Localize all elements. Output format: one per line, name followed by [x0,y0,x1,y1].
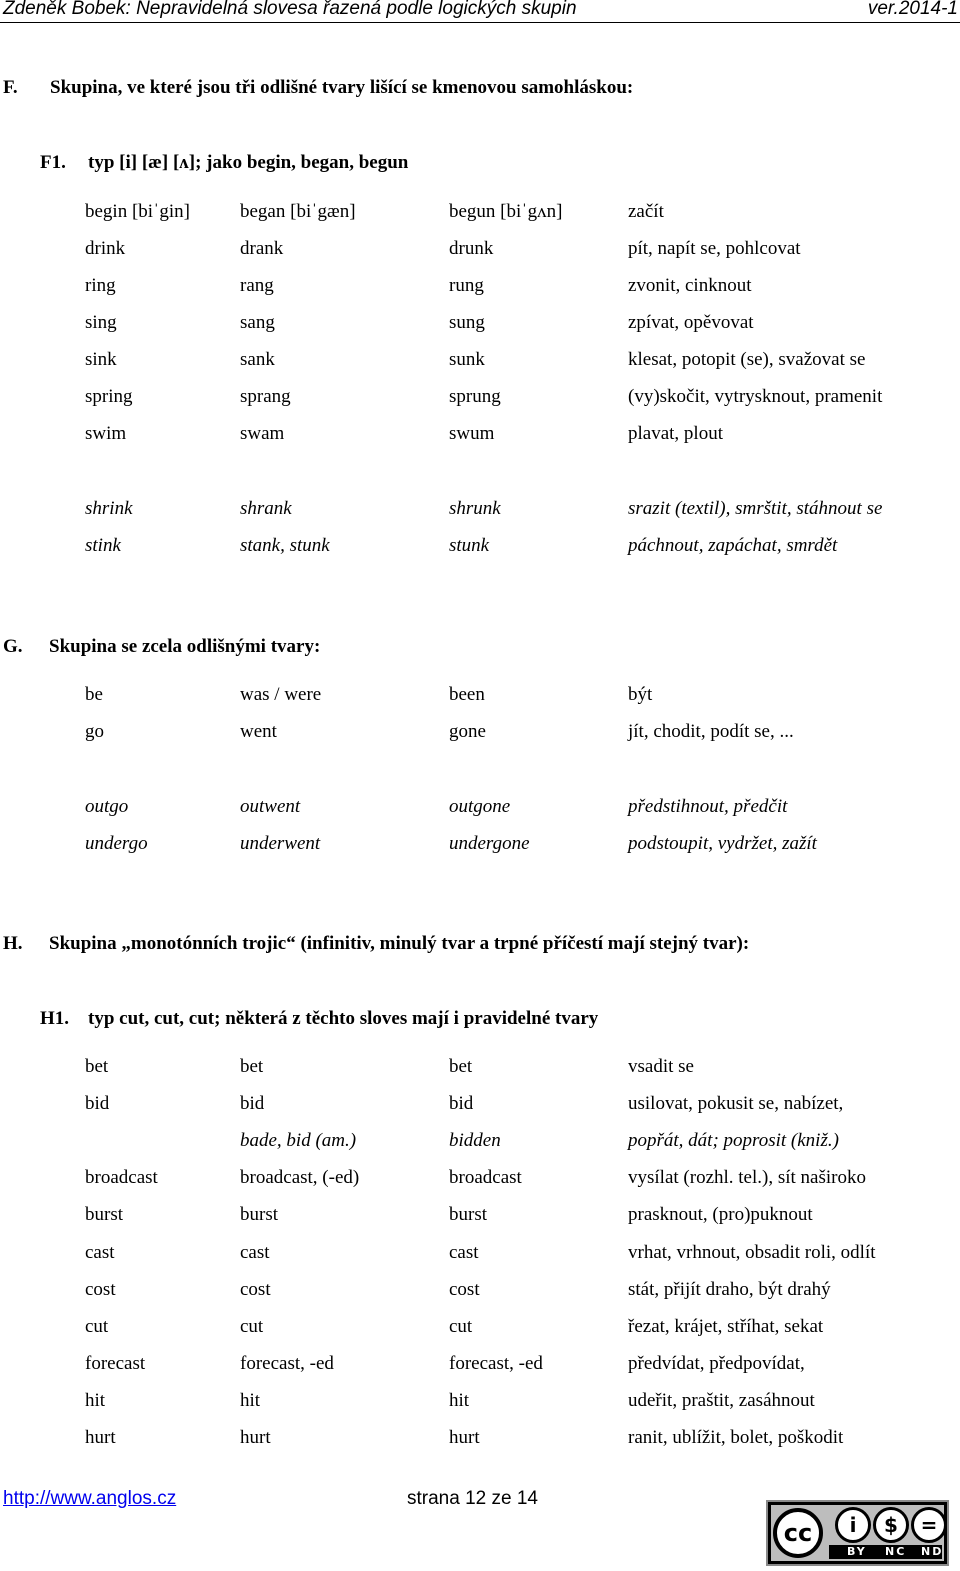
past-simple: underwent [240,833,321,854]
verb-row [0,1352,960,1376]
translation: (vy)skočit, vytrysknout, pramenit [628,386,883,407]
verb-row [0,1315,960,1339]
translation: být [628,684,653,705]
verb-row [0,348,960,372]
cc-terms-bar [829,1545,942,1559]
infinitive: broadcast [85,1167,158,1188]
section-f1-heading [40,152,408,174]
cc-badge-panel [771,1505,944,1561]
past-simple: was / were [240,684,322,705]
past-participle: begun [biˈgʌn] [449,201,563,222]
by-label: BY [847,1545,867,1558]
translation: řezat, krájet, stříhat, sekat [628,1316,824,1337]
infinitive: burst [85,1204,123,1225]
translation: jít, chodit, podít se, ... [628,721,794,742]
translation: předstihnout, předčit [628,796,788,817]
infinitive: be [85,684,103,705]
verb-row [0,237,960,261]
past-participle: cut [449,1316,473,1337]
translation: vsadit se [628,1056,694,1077]
section-h-heading [3,933,749,955]
past-simple: went [240,721,277,742]
infinitive: bet [85,1056,109,1077]
translation: udeřit, praštit, zasáhnout [628,1390,815,1411]
infinitive: shrink [85,498,133,519]
past-simple: cost [240,1279,271,1300]
section-title: Skupina se zcela odlišnými tvary: [49,636,321,657]
infinitive: hit [85,1390,106,1411]
past-participle: bidden [449,1130,501,1151]
verb-row [0,1092,960,1116]
verb-row-italic [0,534,960,558]
cc-license-badge[interactable] [766,1500,949,1566]
header-title: Zdeněk Bobek: Nepravidelná slovesa řazená podle logických skupin [3,0,577,19]
section-title: Skupina, ve které jsou tři odlišné tvary lišící se kmenovou samohláskou: [50,77,634,98]
past-simple: shrank [240,498,292,519]
translation: srazit (textil), smrštit, stáhnout se [628,498,883,519]
running-header [0,0,960,22]
noncommercial-icon: $ [873,1507,909,1543]
past-simple: broadcast, (-ed) [240,1167,360,1188]
past-participle: bid [449,1093,474,1114]
verb-row-italic [0,497,960,521]
past-participle: undergone [449,833,530,854]
past-participle: stunk [449,535,490,556]
verb-row [0,385,960,409]
section-code: H1. [40,1008,70,1029]
translation: pít, napít se, pohlcovat [628,238,801,259]
past-participle: broadcast [449,1167,522,1188]
past-simple: hit [240,1390,261,1411]
section-code: G. [3,636,23,657]
section-code: F1. [40,152,66,173]
infinitive: stink [85,535,121,556]
past-simple: swam [240,423,285,444]
past-participle: shrunk [449,498,501,519]
section-title: typ cut, cut, cut; některá z těchto sloves mají i pravidelné tvary [88,1008,599,1029]
verb-row [0,200,960,224]
nd-label: ND [921,1545,944,1558]
infinitive: hurt [85,1427,116,1448]
infinitive: swim [85,423,127,444]
infinitive: go [85,721,104,742]
past-simple: hurt [240,1427,271,1448]
past-simple: cut [240,1316,264,1337]
translation: vrhat, vrhnout, obsadit roli, odlít [628,1242,876,1263]
past-simple: began [biˈgæn] [240,201,356,222]
translation: plavat, plout [628,423,723,444]
header-divider [0,22,960,23]
past-participle: sunk [449,349,485,370]
attribution-icon: i [835,1507,871,1543]
past-simple: outwent [240,796,301,817]
nc-label: NC [885,1545,907,1558]
translation: usilovat, pokusit se, nabízet, [628,1093,844,1114]
past-participle: bet [449,1056,473,1077]
past-participle: sprung [449,386,501,407]
cc-logo-icon: cc [773,1508,823,1558]
verb-row [0,683,960,707]
past-participle: hurt [449,1427,480,1448]
past-participle: hit [449,1390,470,1411]
past-participle: cost [449,1279,480,1300]
verb-row [0,1166,960,1190]
past-participle: been [449,684,485,705]
infinitive: sink [85,349,117,370]
past-participle: rung [449,275,484,296]
past-simple: rang [240,275,274,296]
past-participle: cast [449,1242,479,1263]
verb-row [0,1203,960,1227]
past-simple: sprang [240,386,291,407]
infinitive: drink [85,238,126,259]
translation: páchnout, zapáchat, smrdět [628,535,838,556]
past-participle: gone [449,721,486,742]
infinitive: cast [85,1242,115,1263]
past-participle: burst [449,1204,487,1225]
verb-row-italic [0,832,960,856]
translation: předvídat, předpovídat, [628,1353,805,1374]
translation: ranit, ublížit, bolet, poškodit [628,1427,844,1448]
noderivatives-icon: = [911,1507,947,1543]
translation: vysílat (rozhl. tel.), sít naširoko [628,1167,866,1188]
past-participle: swum [449,423,495,444]
verb-row [0,1389,960,1413]
infinitive: sing [85,312,117,333]
section-h1-heading [40,1008,598,1030]
infinitive: outgo [85,796,129,817]
past-simple: sang [240,312,275,333]
past-simple: bet [240,1056,264,1077]
translation: začít [628,201,664,222]
verb-row [0,1055,960,1079]
past-participle: sung [449,312,485,333]
infinitive: cut [85,1316,109,1337]
past-participle: drunk [449,238,494,259]
past-participle: outgone [449,796,511,817]
section-g-heading [3,636,320,658]
verb-row [0,1278,960,1302]
page-number: strana 12 ze 14 [407,1488,538,1509]
header-version: ver.2014-1 [867,0,958,19]
verb-row [0,311,960,335]
verb-row [0,720,960,744]
infinitive: cost [85,1279,116,1300]
infinitive: undergo [85,833,148,854]
past-simple: stank, stunk [240,535,330,556]
past-simple: bade, bid (am.) [240,1130,357,1151]
translation: popřát, dát; poprosit (kniž.) [628,1130,839,1151]
translation: zvonit, cinknout [628,275,752,296]
past-simple: drank [240,238,284,259]
past-participle: forecast, -ed [449,1353,543,1374]
translation: zpívat, opěvovat [628,312,754,333]
website-link[interactable]: http://www.anglos.cz [3,1488,177,1509]
verb-row [0,422,960,446]
infinitive: begin [biˈgin] [85,201,191,222]
past-simple: sank [240,349,275,370]
verb-row-italic [0,795,960,819]
past-simple: forecast, -ed [240,1353,334,1374]
translation: podstoupit, vydržet, zažít [628,833,817,854]
infinitive: forecast [85,1353,146,1374]
past-simple: burst [240,1204,278,1225]
verb-row [0,274,960,298]
section-f-heading [3,77,633,99]
translation: prasknout, (pro)puknout [628,1204,813,1225]
infinitive: spring [85,386,133,407]
infinitive: bid [85,1093,110,1114]
past-simple: bid [240,1093,265,1114]
section-title: typ [i] [æ] [ʌ]; jako begin, began, begun [88,152,409,173]
verb-row-italic [0,1129,960,1153]
verb-row [0,1241,960,1265]
section-title: Skupina „monotónních trojic“ (infinitiv, minulý tvar a trpné příčestí mají stejný tvar): [49,933,750,954]
past-simple: cast [240,1242,270,1263]
section-code: F. [3,77,18,98]
verb-row [0,1426,960,1450]
translation: klesat, potopit (se), svažovat se [628,349,866,370]
infinitive: ring [85,275,116,296]
section-code: H. [3,933,23,954]
translation: stát, přijít draho, být drahý [628,1279,831,1300]
